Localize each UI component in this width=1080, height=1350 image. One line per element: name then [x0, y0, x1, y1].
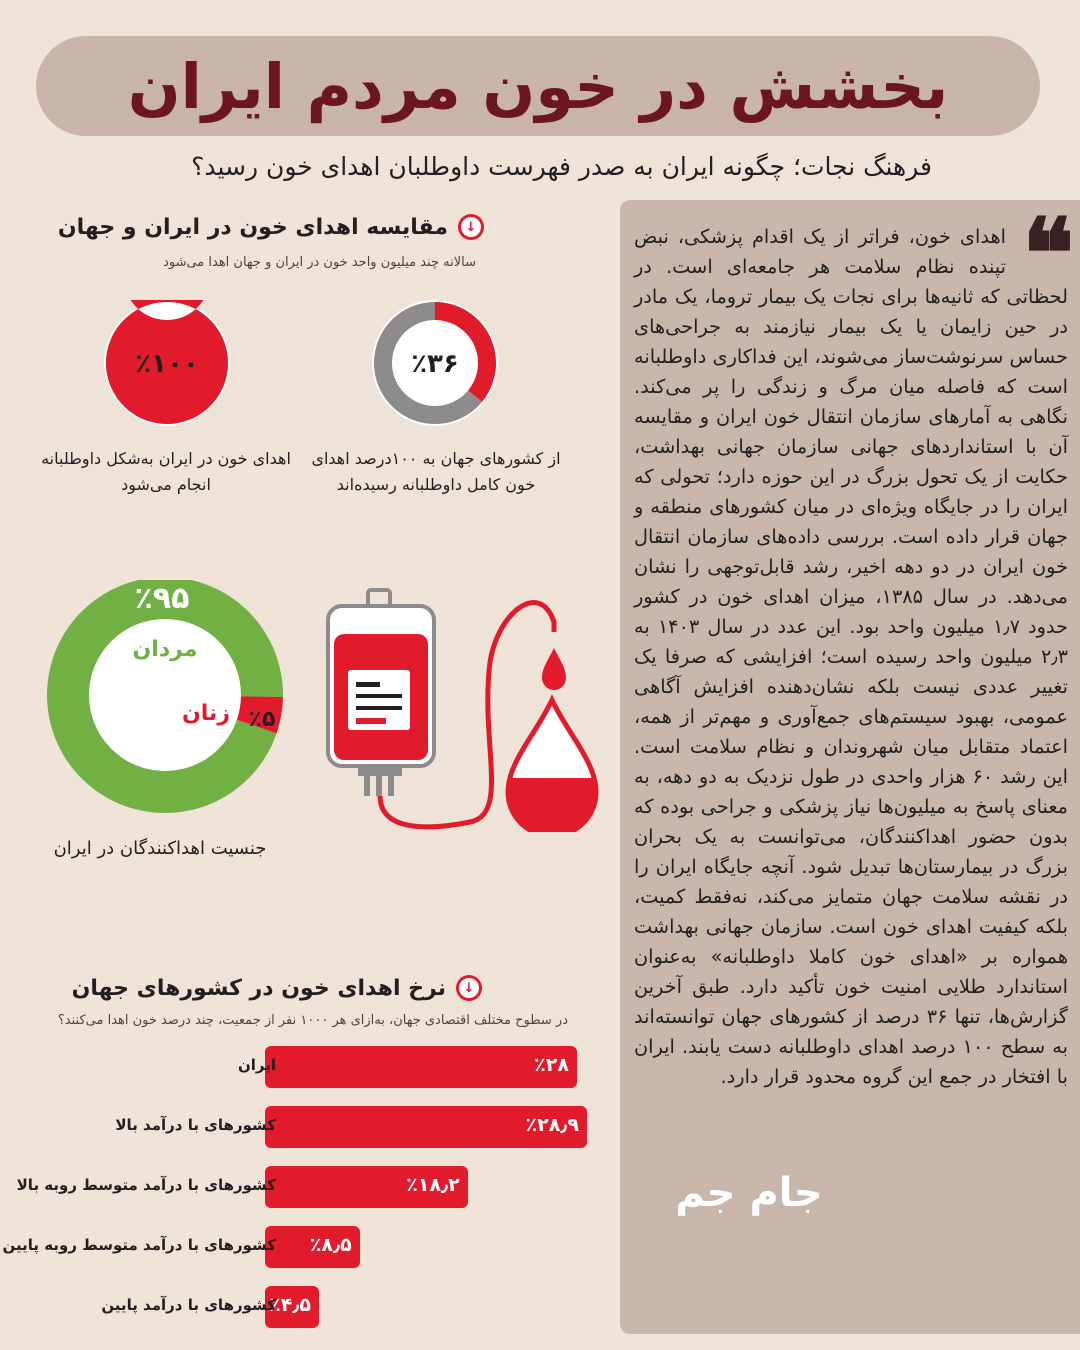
bar-value-label: ٪۲۸٫۹ [525, 1114, 579, 1136]
arrow-down-icon: ↓ [456, 975, 482, 1001]
comparison-title: مقایسه اهدای خون در ایران و جهان [57, 214, 448, 240]
article-panel [620, 197, 1080, 1334]
bar [265, 1046, 577, 1088]
bar-row [0, 1166, 600, 1208]
bar-category-label: کشورهای با درآمد متوسط روبه پایین [2, 1236, 276, 1254]
arrow-down-icon: ↓ [458, 214, 484, 240]
bar-category-label: کشورهای با درآمد متوسط روبه بالا [16, 1176, 276, 1194]
iran-voluntary-value: ٪۱۰۰ [135, 349, 199, 379]
women-label: زنان [182, 701, 230, 726]
page-subtitle: فرهنگ نجات؛ چگونه ایران به صدر فهرست داوطلبان اهدای خون رسید؟ [191, 152, 932, 181]
bar-value-label: ٪۸٫۵ [309, 1234, 352, 1256]
countries-header [72, 975, 482, 1001]
iran-voluntary-caption: اهدای خون در ایران به‌شکل داوطلبانه انجام می‌شود [41, 449, 291, 494]
quote-icon: ❝ [1022, 197, 1074, 310]
comparison-header [58, 214, 484, 240]
bar-category-label: ایران [237, 1056, 276, 1074]
countries-title: نرخ اهدای خون در کشورهای جهان [71, 975, 446, 1001]
big-drop-fill [510, 778, 594, 832]
world-voluntary-value: ٪۳۶ [411, 349, 459, 379]
page-title: بخشش در خون مردم ایران [127, 49, 949, 123]
world-voluntary-caption: از کشورهای جهان به ۱۰۰درصد اهدای خون کامل داوطلبانه رسیده‌اند [311, 449, 561, 494]
gender-caption: جنسیت اهداکنندگان در ایران [53, 838, 267, 859]
countries-subtitle: در سطوح مختلف اقتصادی جهان، به‌ازای هر ۱۰۰۰ نفر از جمعیت، چند درصد خون اهدا می‌کنند؟ [57, 1013, 568, 1028]
iran-voluntary-donut [104, 300, 230, 426]
bar-value-label: ٪۴٫۵ [269, 1294, 311, 1316]
bag-hanger-icon [368, 590, 390, 606]
title-banner [36, 36, 1040, 136]
bar-row [0, 1226, 600, 1268]
bar-value-label: ٪۲۸ [534, 1054, 569, 1076]
men-percent: ٪۹۵ [134, 581, 190, 616]
world-voluntary-donut [372, 300, 498, 426]
bar-row [0, 1106, 600, 1148]
publisher-logo [642, 1170, 856, 1216]
comparison-subtitle: سالانه چند میلیون واحد خون در ایران و جهان اهدا می‌شود [163, 255, 476, 270]
bar-category-label: کشورهای با درآمد پایین [101, 1296, 276, 1314]
logo-text: جام جم [675, 1170, 823, 1216]
men-label: مردان [132, 637, 198, 662]
countries-bar-chart [0, 1046, 620, 1336]
article-text: اهدای خون، فراتر از یک اقدام پزشکی، نبض تپنده نظام سلامت هر جامعه‌ای است. در لحظاتی که ثانیه‌ها برای نجات یک بیمار تروما، یک مادر در حین زایمان یا یک بیمار نیازمند به جراحی‌های حساس سرنوشت‌ساز می‌شوند، این فداکاری داوطلبانه است که فاصله میان مرگ و زندگی را پر می‌کند. نگاهی به آمارهای سازمان انتقال خون ایران و مقایسه آن با استانداردهای جهانی سازمان جهانی بهداشت، حکایت از یک تحول بزرگ در این حوزه دارد؛ تحولی که ایران را در جایگاه ویژه‌ای در میان کشورهای منطقه و جهان قرار داده است. بررسی داده‌های سازمان انتقال خون ایران در دو دهه اخیر، رشد قابل‌توجهی را نشان می‌دهد. در سال ۱۳۸۵، میزان اهدای خون در کشور حدود ۱٫۷ میلیون واحد بود. این عدد در سال ۱۴۰۳ به ۲٫۳ میلیون واحد رسیده است؛ افزایشی که صرفا یک تغییر عددی نیست بلکه نشان‌دهنده افزایش آگاهی عمومی، بهبود سیستم‌های جمع‌آوری و مهم‌تر از همه، اعتماد متقابل میان شهروندان و نظام سلامت است. این رشد ۶۰ هزار واحدی در طول نزدیک به دو دهه، به معنای پاسخ به میلیون‌ها نیاز پزشکی و جراحی بوده که بدون حضور اهداکنندگان، می‌توانست به یک بحران بزرگ در بیمارستان‌ها تبدیل شود. آنچه جایگاه ایران را در نقشه سلامت جهان متمایز می‌کند، نه‌فقط کمیت، بلکه کیفیت اهدای خون است. سازمان جهانی بهداشت همواره بر «اهدای خون کاملا داوطلبانه» به‌عنوان استاندارد طلایی امنیت خون تأکید دارد. طبق آخرین گزارش‌ها، تنها ۳۶ درصد از کشورهای جهان توانسته‌اند به سطح ۱۰۰ درصد اهدای داوطلبانه دست یابند. ایران با افتخار در جمع این گروه محدود قرار دارد. [634, 225, 1069, 1088]
gender-donut [40, 580, 290, 830]
bar-value-label: ٪۱۸٫۲ [406, 1174, 460, 1196]
bar [265, 1106, 587, 1148]
bar-row [0, 1286, 600, 1328]
bar-category-label: کشورهای با درآمد بالا [115, 1116, 276, 1134]
bar [265, 1166, 468, 1208]
bar-row [0, 1046, 600, 1088]
blood-bag-illustration [320, 582, 610, 832]
small-drop-icon [542, 648, 566, 690]
women-percent: ٪۵ [248, 707, 276, 732]
bar [265, 1226, 360, 1268]
